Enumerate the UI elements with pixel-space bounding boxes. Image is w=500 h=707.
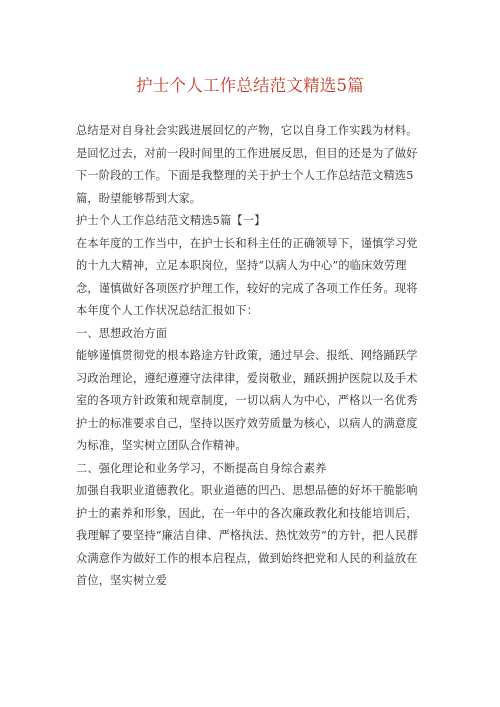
intro-paragraph: 总结是对自身社会实践进展回忆的产物，它以自身工作实践为材料。是回忆过去，对前一段时间里的工作进展反思，但目的还是为了做好下一阶段的工作。下面是我整理的关于护士个人工作总结范文精选5篇，盼望能够帮到大家。 [76,124,418,205]
study-paragraph: 加强自我职业道德教化。职业道德的凹凸、思想品德的好坏干脆影响护士的素养和形象，因此，在一年中的各次廉政教化和技能培训后，我理解了要坚持“廉洁自律、严格执法、热忱效劳”的方针，把人民群众满意作为做好工作的根本启程点，做到始终把党和人民的利益放在首位，坚实树立爱 [76,484,419,587]
heading-political: 一、思想政治方面 [76,326,168,340]
political-paragraph: 能够谨慎贯彻党的根本路途方针政策，通过早会、报纸、网络踊跃学习政治理论，遵纪遵遵守法律律，爱岗敬业，踊跃拥护医院以及手术室的各项方针政策和规章制度，一切以病人为中心，严格以一名优秀护士的标准要求自己，坚持以医疗效劳质量为核心，以病人的满意度为标准，坚实树立团队合作精神。 [76,349,418,452]
section-intro-paragraph: 在本年度的工作当中，在护士长和科主任的正确领导下，谨慎学习党的十九大精神，立足本职岗位，坚持“以病人为中心”的临床效劳理念，谨慎做好各项医疗护理工作，较好的完成了各项工作任务。现将本年度个人工作状况总结汇报如下： [76,236,418,317]
section-title: 护士个人工作总结范文精选5篇【一】 [76,214,266,227]
document-title: 护士个人工作总结范文精选5篇 [136,76,364,95]
document-body [76,120,426,593]
heading-study: 二、强化理论和业务学习，不断提高自身综合素养 [76,461,327,475]
